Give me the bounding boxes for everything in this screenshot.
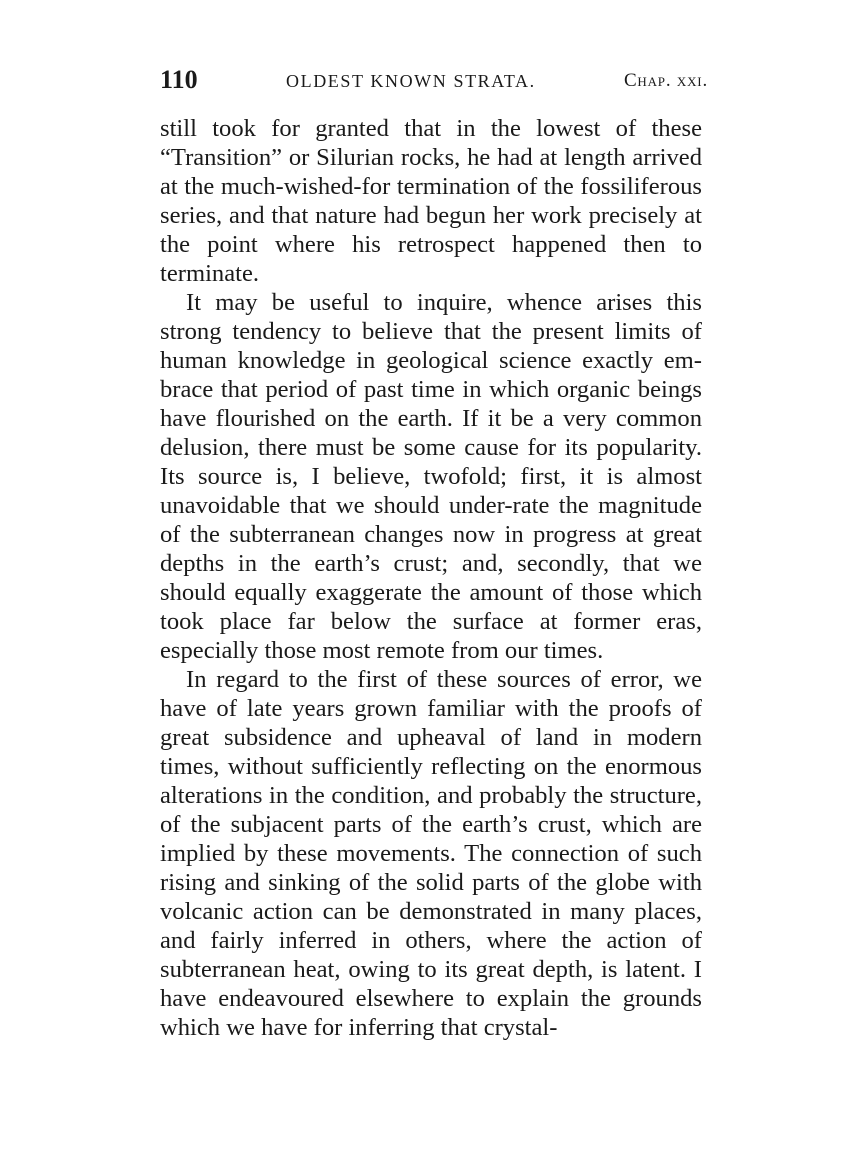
paragraph-3: In regard to the first of these sources of error, we have of late years grown familiar with the proofs of great subsidence and upheaval of land in modern times, without sufficiently reflecting on the enormous alterations in the condition, and probably the structure, of the subjacent parts of the earth’s crust, which are implied by these movements. The connection of such rising and sinking of the solid parts of the globe with volcanic action can be demonstrated in many places, and fairly inferred in others, where the action of subterranean heat, owing to its great depth, is latent. I have endeavoured elsewhere to explain the grounds which we have for inferring that crystal- bbox=[160, 666, 702, 1041]
paragraph-2: It may be useful to inquire, whence arises this strong tendency to believe that the present limits of human knowledge in geological science exactly embrace that period of past time in which organic beings have flourished on the earth. If it be a very common delusion, there must be some cause for its popularity. Its source is, I believe, twofold; first, it is almost unavoidable that we should under-rate the magnitude of the subterranean changes now in progress at great depths in the earth’s crust; and, secondly, that we should equally exaggerate the amount of those which took place far below the surface at former eras, especially those most remote from our times. bbox=[160, 289, 702, 664]
page-number: 110 bbox=[160, 65, 198, 94]
running-header bbox=[160, 62, 708, 98]
body-text bbox=[160, 114, 702, 1042]
chapter-reference: Chap. xxi. bbox=[623, 70, 708, 91]
running-title: OLDEST KNOWN STRATA. bbox=[286, 71, 536, 91]
paragraph-1: still took for granted that in the lowest of these “Transition” or Silurian rocks, he had at length arrived at the much-wished-for termination of the fossiliferous series, and that nature had begun her work precisely at the point where his retrospect happened then to terminate. bbox=[160, 115, 702, 287]
